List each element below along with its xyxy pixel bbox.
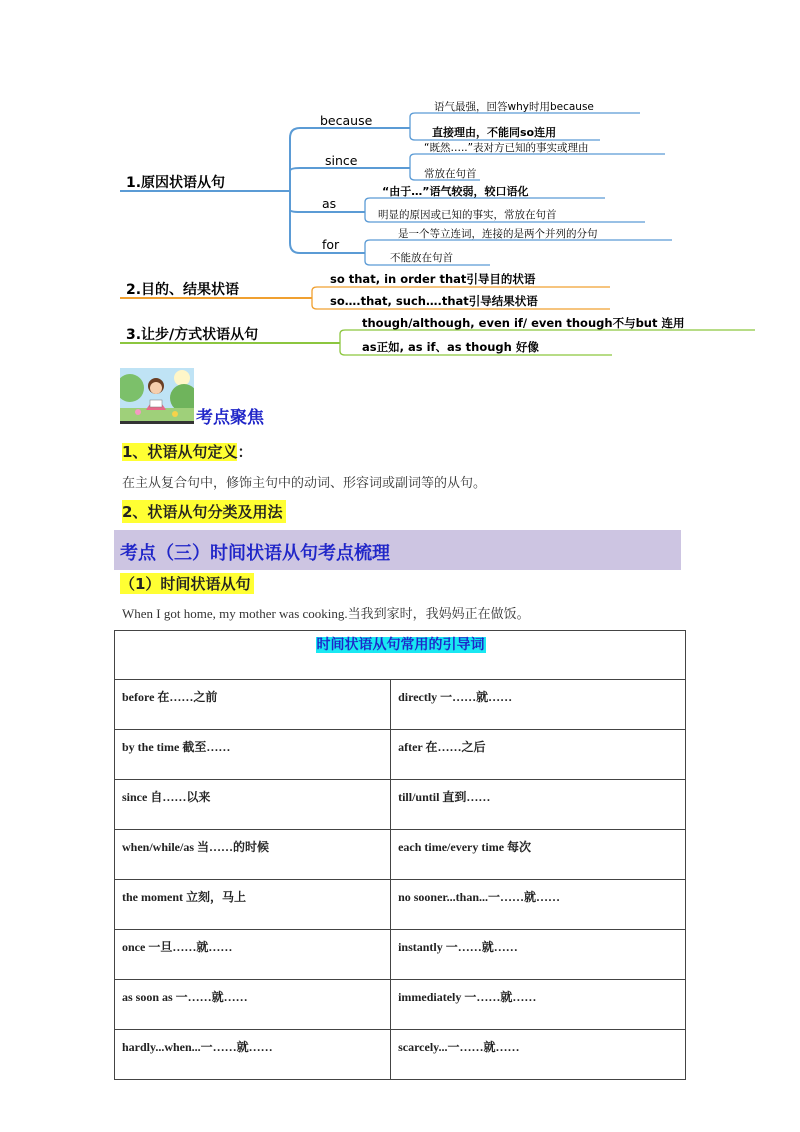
definition-heading-text: 1、状语从句定义 [122,443,238,461]
table-cell: by the time 截至…… [115,730,391,780]
branch-for: for [322,237,340,252]
concession-note-1: though/although, even if/ even though不与but 连用 [362,316,685,330]
branch-since: since [325,153,358,168]
table-row [115,980,686,1030]
table-header-row [115,631,686,680]
table-cell: the moment 立刻，马上 [115,880,391,930]
table-cell: scarcely...一……就…… [391,1030,686,1080]
table-header-cell [115,631,686,680]
table-header: 时间状语从句常用的引导词 [316,637,485,653]
adverbial-clause-mindmap [0,0,800,370]
girl-reading-illustration [120,368,194,424]
because-note-2: 直接理由，不能同so连用 [432,126,557,139]
concession-title: 3.让步/方式状语从句 [126,327,259,343]
cause-title: 1.原因状语从句 [126,175,226,191]
as-note-1: “由于…”语气较弱，较口语化 [382,185,529,198]
table-cell: after 在……之后 [391,730,686,780]
table-row [115,780,686,830]
definition-text: 在主从复合句中，修饰主句中的动词、形容词或副词等的从句。 [122,476,487,491]
definition-heading [122,441,252,462]
since-note-2: 常放在句首 [424,168,477,180]
table-row [115,680,686,730]
focus-title: 考点聚焦 [196,408,264,428]
for-note-1: 是一个等立连词，连接的是两个并列的分句 [398,228,598,240]
branch-because: because [320,113,373,128]
table-cell: each time/every time 每次 [391,830,686,880]
table-cell: instantly 一……就…… [391,930,686,980]
topic-banner [114,530,681,570]
for-note-2: 不能放在句首 [390,252,453,264]
concession-note-2: as正如, as if、as though 好像 [362,340,539,354]
topic-banner-title: 考点（三）时间状语从句考点梳理 [120,543,390,564]
table-cell: once 一旦……就…… [115,930,391,980]
table-row [115,930,686,980]
table-cell: hardly...when...一……就…… [115,1030,391,1080]
time-conjunctions-table [114,630,686,1080]
because-note-1: 语气最强，回答why时用because [434,101,594,113]
definition-colon: ： [237,443,253,461]
branch-as: as [322,196,337,211]
table-cell: when/while/as 当……的时候 [115,830,391,880]
example-sentence: When I got home, my mother was cooking.当我到家时，我妈妈正在做饭。 [122,606,530,621]
table-cell: no sooner...than...一……就…… [391,880,686,930]
table-cell: as soon as 一……就…… [115,980,391,1030]
table-cell: since 自……以来 [115,780,391,830]
purpose-title: 2.目的、结果状语 [126,282,240,298]
table-row [115,830,686,880]
time-clause-heading: （1）时间状语从句 [120,573,254,594]
purpose-note-2: so….that, such….that引导结果状语 [330,294,538,308]
since-note-1: “既然…..”表对方已知的事实或理由 [424,142,589,154]
classification-heading: 2、状语从句分类及用法 [122,500,286,523]
table-row [115,1030,686,1080]
as-note-2: 明显的原因或已知的事实，常放在句首 [378,209,557,221]
table-cell: before 在……之前 [115,680,391,730]
purpose-note-1: so that, in order that引导目的状语 [330,272,536,286]
table-row [115,730,686,780]
table-cell: till/until 直到…… [391,780,686,830]
table-row [115,880,686,930]
table-cell: directly 一……就…… [391,680,686,730]
table-cell: immediately 一……就…… [391,980,686,1030]
